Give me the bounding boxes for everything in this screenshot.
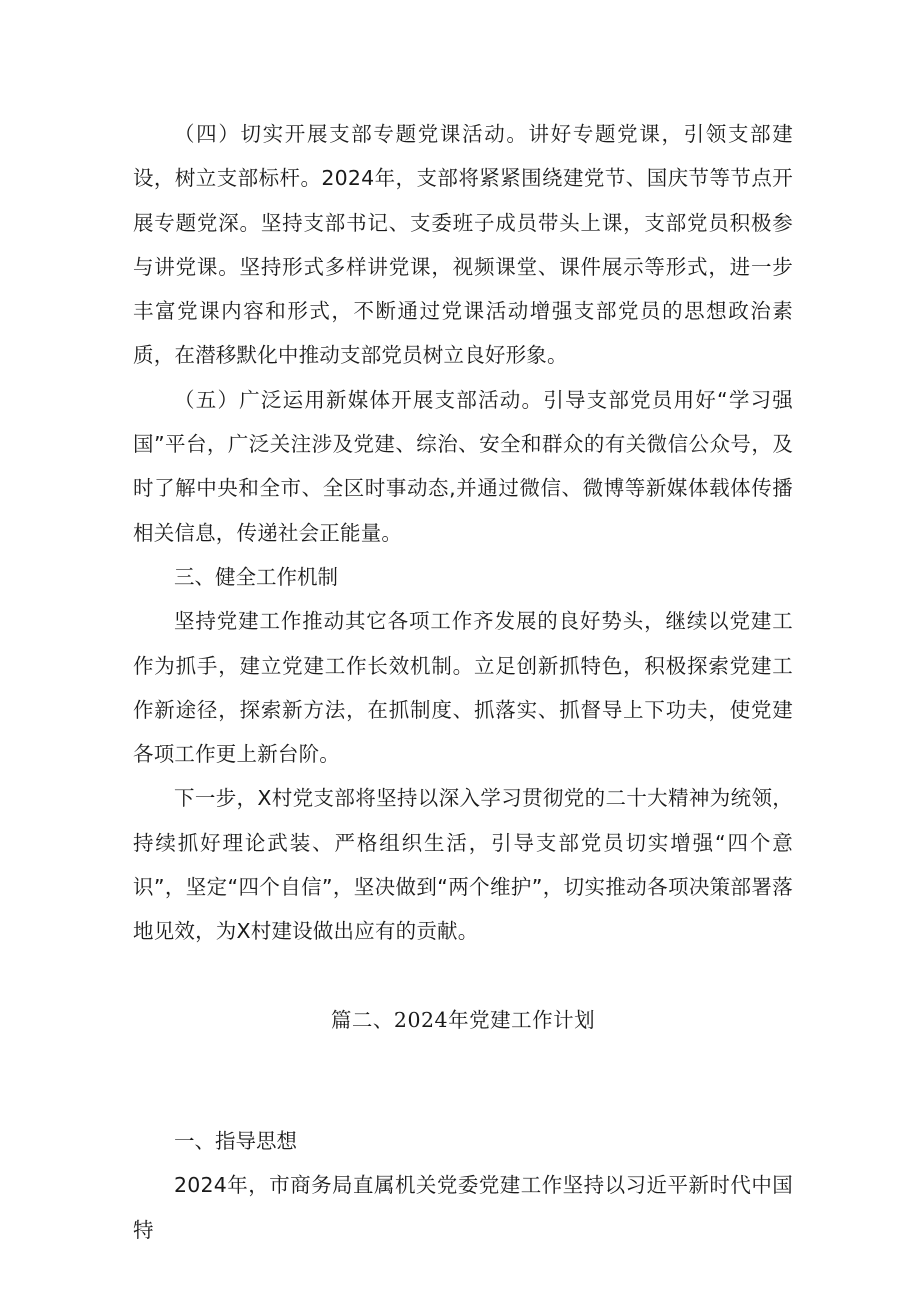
paragraph-guiding-ideology: 2024年，市商务局直属机关党委党建工作坚持以习近平新时代中国特 [133,1173,793,1242]
section-heading-work-mechanism: 三、健全工作机制 [174,564,338,589]
paragraph-work-mechanism: 坚持党建工作推动其它各项工作齐发展的良好势头，继续以党建工作为抓手，建立党建工作长效机制。立足创新抓特色，积极探索党建工作新途径，探索新方法，在抓制度、抓落实、抓督导上下功夫，使党建各项工作更上新台阶。 [133,609,793,767]
paragraph-new-media: （五）广泛运用新媒体开展支部活动。引导支部党员用好“学习强国”平台，广泛关注涉及党建、综治、安全和群众的有关微信公众号，及时了解中央和全市、全区时事动态,并通过微信、微博等新媒体载体传播相关信息，传递社会正能量。 [133,387,793,545]
part-two-title: 篇二、2024年党建工作计划 [330,1007,596,1032]
paragraph-next-step: 下一步，X村党支部将坚持以深入学习贯彻党的二十大精神为统领，持续抓好理论武装、严格组织生活，引导支部党员切实增强“四个意识”，坚定“四个自信”，坚决做到“两个维护”，切实推动各项决策部署落地见效，为X村建设做出应有的贡献。 [133,786,793,944]
section-heading-guiding-ideology: 一、指导思想 [174,1128,297,1153]
spacer [133,1042,793,1119]
spacer [133,954,793,998]
paragraph-party-lecture: （四）切实开展支部专题党课活动。讲好专题党课，引领支部建设，树立支部标杆。2024年，支部将紧紧围绕建党节、国庆节等节点开展专题党深。坚持支部书记、支委班子成员带头上课，支部党员积极参与讲党课。坚持形式多样讲党课，视频课堂、课件展示等形式，进一步丰富党课内容和形式，不断通过党课活动增强支部党员的思想政治素质，在潜移默化中推动支部党员树立良好形象。 [133,122,793,368]
document-body [133,112,793,1252]
